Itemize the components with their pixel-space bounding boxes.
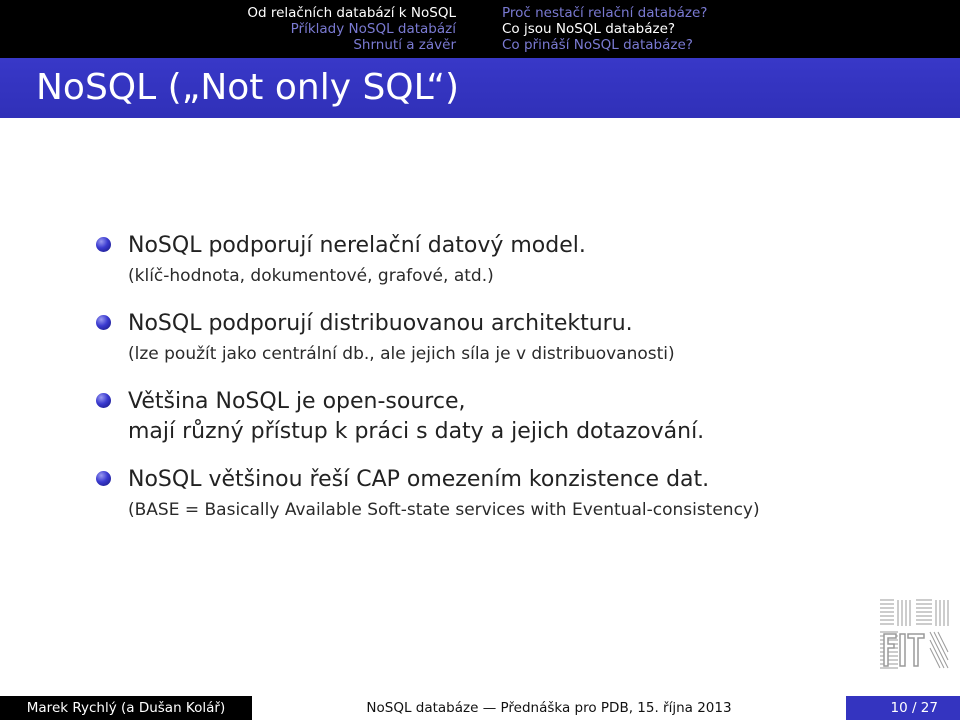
bullet-item-distributed bbox=[96, 309, 936, 369]
bullet-item-cap bbox=[96, 465, 936, 525]
bullet-sub-text: (lze použít jako centrální db., ale jejich síla je v distribuovanosti) bbox=[128, 344, 675, 364]
bullet-ball-icon bbox=[96, 471, 111, 486]
nav-section-relational-to-nosql[interactable]: Od relačních databází k NoSQL bbox=[247, 5, 456, 21]
bullet-ball-icon bbox=[96, 315, 111, 330]
bullet-main-text: Většina NoSQL je open-source, bbox=[128, 389, 466, 414]
bullet-ball-icon bbox=[96, 237, 111, 252]
nav-subsection-why-not-relational[interactable]: Proč nestačí relační databáze? bbox=[502, 5, 708, 21]
bullet-continuation-text: mají různý přístup k práci s daty a jejich dotazování. bbox=[128, 419, 705, 444]
subsection-navigation bbox=[502, 5, 707, 53]
bullet-main-text: NoSQL většinou řeší CAP omezením konzistence dat. bbox=[128, 467, 710, 492]
bullet-main-text: NoSQL podporují distribuovanou architekturu. bbox=[128, 311, 633, 336]
frame-title-bar bbox=[0, 58, 960, 118]
slide-title: NoSQL („Not only SQL“) bbox=[36, 67, 460, 108]
nav-subsection-what-is-nosql[interactable]: Co jsou NoSQL databáze? bbox=[502, 21, 676, 37]
bullet-ball-icon bbox=[96, 393, 111, 408]
bullet-item-data-model bbox=[96, 231, 936, 291]
bullet-list bbox=[96, 231, 936, 543]
fit-logo bbox=[878, 596, 950, 670]
section-navigation bbox=[247, 5, 456, 53]
nav-subsection-what-nosql-brings[interactable]: Co přináší NoSQL databáze? bbox=[502, 37, 693, 53]
bullet-main-text: NoSQL podporují nerelační datový model. bbox=[128, 233, 586, 258]
bullet-sub-text: (klíč-hodnota, dokumentové, grafové, atd.) bbox=[128, 266, 494, 286]
nav-section-examples[interactable]: Příklady NoSQL databází bbox=[290, 21, 456, 37]
footer-title: NoSQL databáze — Přednáška pro PDB, 15. října 2013 bbox=[366, 700, 732, 716]
nav-section-summary[interactable]: Shrnutí a závěr bbox=[353, 37, 456, 53]
bullet-sub-text: (BASE = Basically Available Soft-state services with Eventual-consistency) bbox=[128, 500, 760, 520]
footer-page-number bbox=[846, 696, 960, 720]
page-number-text: 10 / 27 bbox=[890, 700, 938, 716]
footer-author: Marek Rychlý (a Dušan Kolář) bbox=[0, 696, 252, 720]
footer-bar bbox=[0, 696, 960, 720]
headline-bar bbox=[0, 0, 960, 58]
bullet-item-open-source bbox=[96, 387, 936, 447]
